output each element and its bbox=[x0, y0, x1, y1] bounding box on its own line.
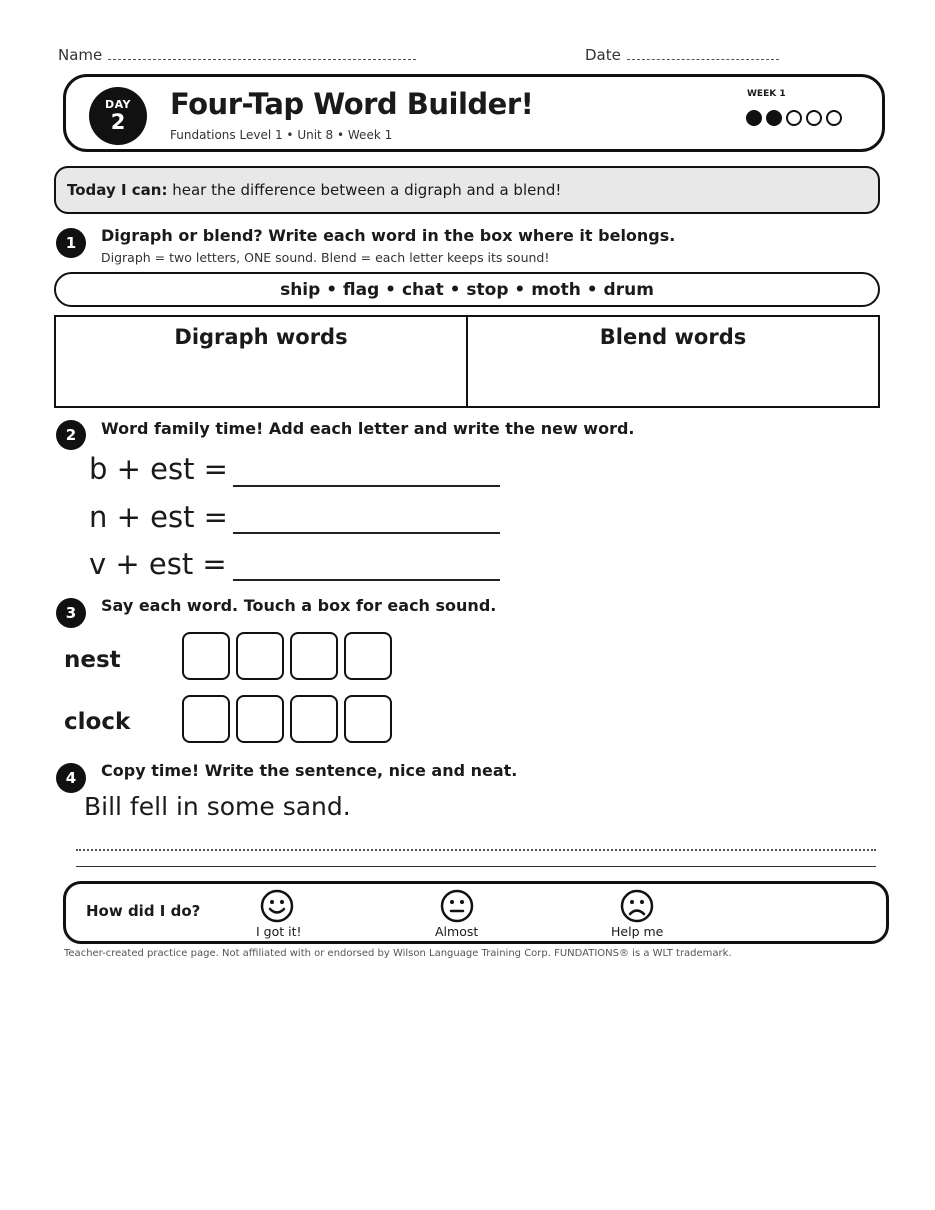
progress-dot-filled bbox=[746, 110, 762, 126]
answer-line-1[interactable] bbox=[233, 485, 500, 487]
day-label: DAY bbox=[104, 98, 132, 111]
question-3-prompt: Say each word. Touch a box for each sound. bbox=[101, 596, 497, 615]
self-check-option-1[interactable]: I got it! bbox=[256, 924, 302, 939]
question-1-prompt: Digraph or blend? Write each word in the box where it belongs. bbox=[101, 226, 676, 245]
sound-box[interactable] bbox=[236, 632, 284, 680]
sound-word-1: nest bbox=[64, 647, 121, 673]
sound-box[interactable] bbox=[290, 632, 338, 680]
question-number-4: 4 bbox=[56, 763, 86, 793]
equation-1: b + est = bbox=[89, 452, 228, 486]
self-check-option-2[interactable]: Almost bbox=[435, 924, 479, 939]
sound-box[interactable] bbox=[182, 632, 230, 680]
footer-disclaimer: Teacher-created practice page. Not affiliated with or endorsed by Wilson Language Training Corp. FUNDATIONS® is a WLT trademark. bbox=[64, 948, 732, 959]
model-sentence: Bill fell in some sand. bbox=[84, 792, 351, 821]
day-number: 2 bbox=[110, 110, 126, 134]
page-subtitle: Fundations Level 1 • Unit 8 • Week 1 bbox=[170, 128, 393, 142]
question-1-hint: Digraph = two letters, ONE sound. Blend = each letter keeps its sound! bbox=[101, 250, 550, 265]
learning-goal bbox=[67, 181, 561, 199]
date-line[interactable] bbox=[585, 46, 779, 64]
learning-goal-lead: Today I can: bbox=[67, 181, 168, 199]
writing-baseline[interactable] bbox=[76, 866, 876, 867]
digraph-column[interactable]: Digraph words bbox=[174, 325, 348, 349]
equation-3: v + est = bbox=[89, 547, 227, 581]
sound-boxes-1 bbox=[182, 632, 392, 680]
week-label: WEEK 1 bbox=[747, 89, 786, 99]
sad-face-icon[interactable] bbox=[620, 889, 654, 923]
page-title: Four-Tap Word Builder! bbox=[170, 87, 534, 121]
sound-word-2: clock bbox=[64, 709, 131, 735]
progress-dot-empty bbox=[826, 110, 842, 126]
happy-face-icon[interactable] bbox=[260, 889, 294, 923]
progress-dot-empty bbox=[806, 110, 822, 126]
name-line[interactable] bbox=[58, 46, 416, 64]
question-2-prompt: Word family time! Add each letter and write the new word. bbox=[101, 419, 635, 438]
sound-box[interactable] bbox=[344, 695, 392, 743]
self-check-option-3[interactable]: Help me bbox=[611, 924, 664, 939]
answer-line-3[interactable] bbox=[233, 579, 500, 581]
question-number-2: 2 bbox=[56, 420, 86, 450]
answer-line-2[interactable] bbox=[233, 532, 500, 534]
progress-dot-empty bbox=[786, 110, 802, 126]
week-progress bbox=[746, 110, 842, 126]
sound-box[interactable] bbox=[344, 632, 392, 680]
neutral-face-icon[interactable] bbox=[440, 889, 474, 923]
date-label: Date bbox=[585, 46, 621, 64]
question-number-3: 3 bbox=[56, 598, 86, 628]
day-badge bbox=[89, 87, 147, 145]
writing-midline[interactable] bbox=[76, 849, 876, 851]
sound-boxes-2 bbox=[182, 695, 392, 743]
sound-box[interactable] bbox=[182, 695, 230, 743]
learning-goal-text: hear the difference between a digraph and a blend! bbox=[167, 181, 562, 199]
progress-dot-filled bbox=[766, 110, 782, 126]
sort-table bbox=[54, 315, 880, 408]
question-4-prompt: Copy time! Write the sentence, nice and neat. bbox=[101, 761, 518, 780]
name-label: Name bbox=[58, 46, 103, 64]
question-number-1: 1 bbox=[56, 228, 86, 258]
equation-2: n + est = bbox=[89, 500, 228, 534]
word-bank: ship • flag • chat • stop • moth • drum bbox=[54, 272, 880, 307]
sound-box[interactable] bbox=[236, 695, 284, 743]
sound-box[interactable] bbox=[290, 695, 338, 743]
self-check-label: How did I do? bbox=[86, 902, 201, 920]
blend-column[interactable]: Blend words bbox=[466, 317, 878, 406]
